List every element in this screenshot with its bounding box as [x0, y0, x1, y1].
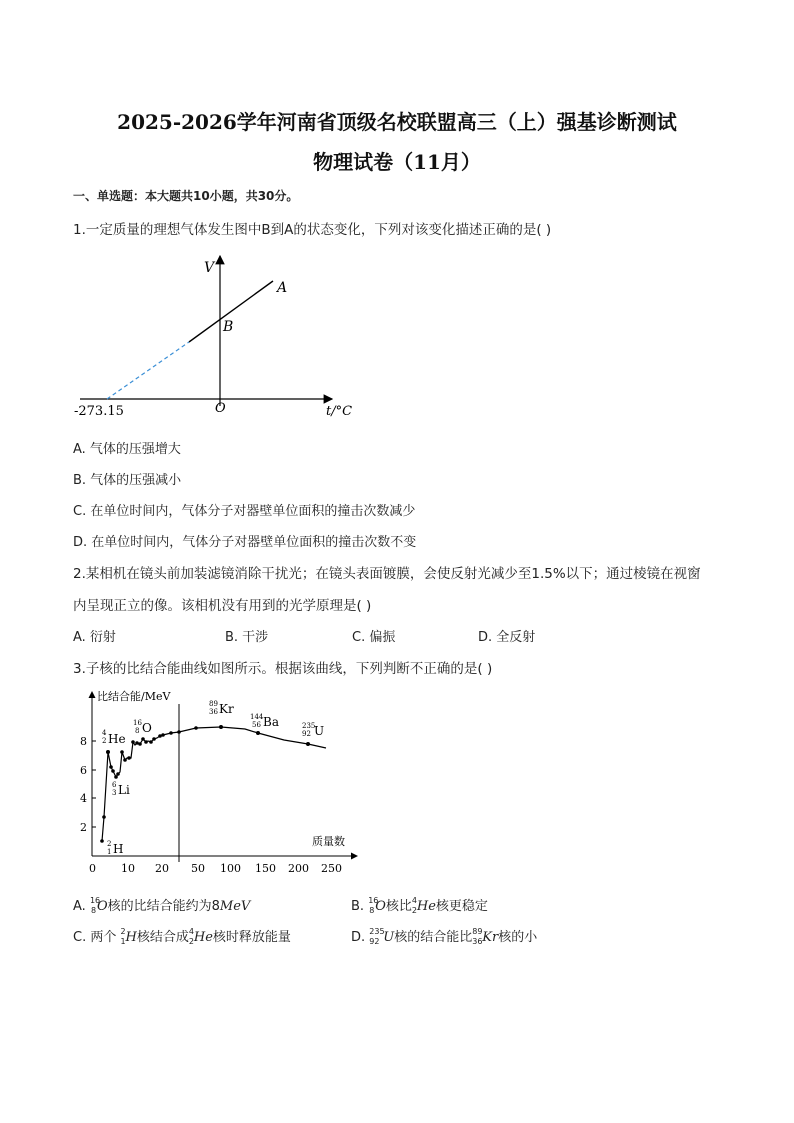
section-heading: 一、单选题：本大题共10小题，共30分。 — [73, 189, 299, 203]
label-li6 — [112, 781, 130, 797]
svg-text:36: 36 — [209, 708, 218, 716]
svg-text:Kr: Kr — [219, 702, 234, 716]
x-tick-50: 50 — [191, 862, 205, 875]
label-ba144 — [250, 713, 279, 729]
q1-option-c: C. 在单位时间内，气体分子对器壁单位面积的撞击次数减少 — [73, 504, 416, 519]
svg-text:6: 6 — [112, 781, 117, 789]
x-ticks — [89, 862, 342, 875]
svg-text:56: 56 — [252, 721, 261, 729]
point-a-label: A — [277, 280, 288, 296]
x-tick-0: 0 — [89, 862, 96, 875]
x-tick-150: 150 — [255, 862, 276, 875]
q1-option-b: B. 气体的压强减小 — [73, 473, 182, 488]
origin-label: O — [215, 401, 226, 416]
extrapolation-line — [107, 342, 189, 399]
svg-text:He: He — [108, 732, 126, 746]
intercept-label: -273.15 — [74, 404, 124, 419]
svg-text:3: 3 — [112, 789, 117, 797]
q2-option-c: C. 偏振 — [352, 630, 396, 645]
svg-text:2: 2 — [107, 840, 112, 848]
svg-text:1: 1 — [107, 848, 112, 856]
svg-text:U: U — [314, 724, 325, 738]
label-he4 — [102, 729, 126, 746]
question-3-stem: 3.子核的比结合能曲线如图所示。根据该曲线，下列判断不正确的是( ) — [73, 661, 493, 677]
energy-axis-label: 比结合能/MeV — [97, 690, 171, 703]
question-2-stem-line1: 2.某相机在镜头前加装滤镜消除干扰光；在镜头表面镀膜，会使反射光减少至1.5%以下；通过棱镜在视窗 — [73, 566, 701, 582]
label-kr89 — [209, 700, 234, 716]
y-tick-8: 8 — [80, 735, 87, 748]
label-u235 — [302, 722, 324, 738]
label-o16 — [133, 719, 152, 735]
binding-energy-graph — [75, 686, 365, 876]
y-tick-6: 6 — [80, 764, 87, 777]
q3-option-d: D. 235 92 U核的结合能比 89 36 Kr核的小 — [351, 926, 538, 946]
x-tick-10: 10 — [121, 862, 135, 875]
v-axis-label: V — [204, 260, 215, 276]
svg-text:O: O — [142, 721, 152, 735]
data-points — [100, 725, 310, 843]
y-ticks — [80, 735, 96, 834]
t-axis-label: t/°C — [326, 404, 353, 419]
svg-text:Ba: Ba — [263, 715, 279, 729]
x-tick-20: 20 — [155, 862, 169, 875]
x-tick-250: 250 — [321, 862, 342, 875]
svg-text:2: 2 — [102, 737, 107, 745]
vt-graph — [70, 250, 370, 425]
svg-text:16: 16 — [133, 719, 142, 727]
q3-option-b: B. 16 8 O核比 4 2 He核更稳定 — [351, 895, 488, 915]
q3-option-a: A. 16 8 O核的比结合能约为8MeV — [73, 895, 251, 915]
label-h2 — [107, 840, 123, 856]
y-tick-2: 2 — [80, 821, 87, 834]
svg-text:144: 144 — [250, 713, 264, 721]
svg-text:8: 8 — [135, 727, 140, 735]
svg-text:Li: Li — [118, 783, 130, 797]
q2-option-b: B. 干涉 — [225, 630, 269, 645]
q3-option-c: C. 两个 2 1 H核结合成 4 2 He核时释放能量 — [73, 926, 291, 946]
q1-option-d: D. 在单位时间内，气体分子对器壁单位面积的撞击次数不变 — [73, 535, 417, 550]
q2-option-d: D. 全反射 — [478, 630, 536, 645]
mass-axis-label: 质量数 — [312, 835, 345, 848]
q1-option-a: A. 气体的压强增大 — [73, 442, 181, 457]
svg-text:235: 235 — [302, 722, 316, 730]
exam-subtitle: 物理试卷（11月） — [313, 150, 481, 174]
svg-text:92: 92 — [302, 730, 311, 738]
svg-text:H: H — [113, 842, 124, 856]
question-1-stem: 1.一定质量的理想气体发生图中B到A的状态变化，下列对该变化描述正确的是( ) — [73, 222, 552, 238]
q2-option-a: A. 衍射 — [73, 630, 116, 645]
y-tick-4: 4 — [80, 792, 87, 805]
point-b-label: B — [223, 319, 234, 335]
svg-text:4: 4 — [102, 729, 107, 737]
question-2-stem-line2: 内呈现正立的像。该相机没有用到的光学原理是( ) — [73, 598, 372, 614]
x-tick-100: 100 — [220, 862, 241, 875]
svg-text:89: 89 — [209, 700, 218, 708]
x-tick-200: 200 — [288, 862, 309, 875]
exam-title: 2025-2026学年河南省顶级名校联盟高三（上）强基诊断测试 — [117, 110, 677, 134]
